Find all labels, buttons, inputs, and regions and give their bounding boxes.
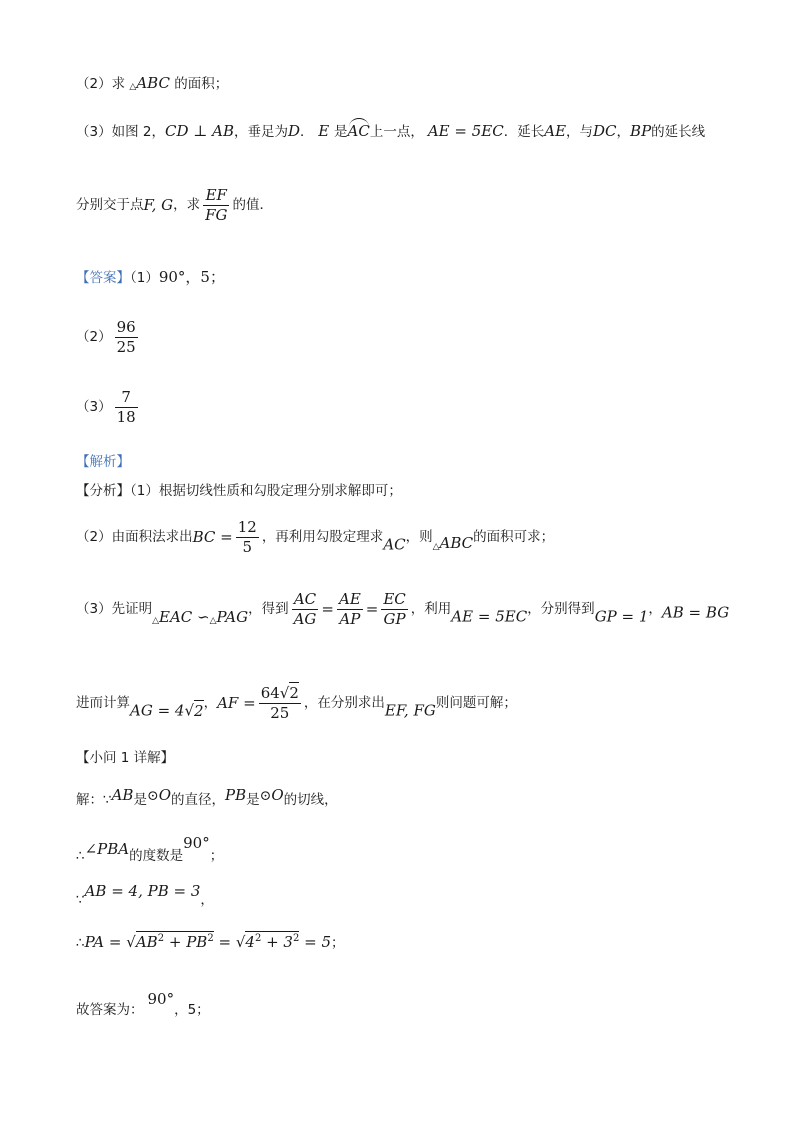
math-pb: PB [225,786,247,804]
analysis-p4 [76,686,517,721]
q3-label: （3）如图 2， [76,124,165,140]
detail-text: ∴ [76,935,85,951]
analysis-p2 [76,520,554,555]
math-frac-ae-ap: $\frac{AE}{AP}$ [338,590,361,628]
analysis-text: （2）由面积法求出 [76,528,193,545]
question-3 [76,124,705,140]
analysis-text: ，在分别求出 [303,694,385,711]
detail-text: 的切线， [283,792,338,808]
detail-text: ； [331,935,345,951]
detail-title: 【小问 1 详解】 [76,750,175,766]
analysis-p3: （3）先证明△EAC ∽△PAG，得到 $\frac{AC}{AG}$ = $\frac{AE}{AP}$ = $\frac{EC}{GP}$ ，利用AE = 5EC，分别得到GP = 1，AB = BG [76,590,730,628]
math-ef-fg: EF, FG [384,701,436,720]
q2-label: （2）求 [76,76,126,92]
math-ae: AE [544,122,567,140]
answer-2-fraction [115,320,138,355]
analysis-tag: 【解析】 [76,454,130,470]
analysis-text: 则问题可解； [435,694,517,711]
detail-text: 是 [246,792,260,808]
analysis-head: 【分析】（1）根据切线性质和勾股定理分别求解即可； [76,483,402,499]
answer-line-2 [76,320,141,355]
detail-text: 是 [133,792,147,808]
math-frac-12-5: $\frac{12}{5}$ [237,518,257,556]
math-e: E [313,122,335,140]
math-bp: BP [630,122,652,140]
math-frac-ef-fg: $\frac{EF}{FG}$ [205,186,228,224]
answer-3-fraction [115,390,138,425]
q3-text: ，求 [173,196,201,213]
math-angle-pba: ∠PBA [84,840,130,858]
detail-step-4 [76,934,345,951]
q3-text: 的值． [232,196,273,213]
detail-text: ， [200,892,214,908]
analysis-text: ，分别得到 [527,600,595,617]
math-ae-eq-5ec: AE = 5EC [451,607,528,626]
detail-step-5 [76,992,210,1018]
answer-line-1 [76,270,225,286]
q3-text: 上一点， [369,124,424,140]
frac-numerator: 96 [116,318,136,336]
detail-text: ∵ [76,892,85,908]
analysis-text: （3）先证明 [76,600,153,617]
detail-text: 的度数是 [129,848,184,864]
frac-denominator: 25 [116,338,136,356]
q3-text: 分别交于点 [76,196,144,213]
answer-line-3 [76,390,141,425]
math-frac-ec-gp: $\frac{EC}{GP}$ [383,590,406,628]
answer-1-label: （1） [130,270,159,286]
detail-step-1 [76,788,338,808]
answer-2-label: （2） [76,328,112,345]
math-ac: AC [383,535,406,554]
math-frac-ac-ag: $\frac{AC}{AG}$ [293,590,317,628]
analysis-text: ，利用 [410,600,452,617]
math-ab: AB [111,786,134,804]
math-ab-4-pb-3: AB = 4, PB = 3 [84,882,201,900]
question-2 [76,76,228,92]
detail-step-3 [76,884,214,908]
analysis-text: 进而计算 [76,694,130,711]
detail-text: 的直径， [171,792,225,808]
answer-1-value: 90°，5； [158,268,225,286]
analysis-text: ，再利用勾股定理求 [261,528,384,545]
q2-tail: 的面积； [174,76,229,92]
math-bc: BC = [192,528,233,546]
frac-numerator: 7 [115,390,138,408]
detail-text: ，5； [174,1002,210,1018]
math-frac-af-value: $\frac{64√2}{25}$ [260,684,299,722]
analysis-text: ， [203,694,218,711]
math-cd-perp-ab: CD ⊥ AB [164,122,234,140]
detail-text: 故答案为： [76,1002,144,1018]
math-arc-ac: AC [347,122,370,140]
math-af: AF = [217,694,256,712]
math-dc: DC [593,122,617,140]
q3-text: 是 [334,124,348,140]
math-similar-triangles: △EAC ∽△PAG [152,607,249,626]
answer-tag: 【答案】 [76,270,130,286]
analysis-text: ， [648,600,662,617]
math-triangle-abc: △ABC [129,74,170,92]
math-f-g: F, G [143,196,174,214]
math-triangle-abc: △ABC [432,533,474,552]
q3-text: ． [300,124,314,140]
frac-denominator: 18 [116,408,136,426]
q3-text: ，与 [566,124,594,140]
math-ag-value: AG = 4√2 [130,701,204,720]
math-ab-eq-bg: AB = BG [661,603,730,622]
math-d: D [288,122,301,140]
analysis-text: ，得到 [248,600,289,617]
math-ae-eq-5ec: AE = 5EC [427,122,504,140]
math-gp-eq-1: GP = 1 [594,607,649,626]
analysis-text: 的面积可求； [473,528,555,545]
q3-text: ， [616,124,631,140]
answer-3-label: （3） [76,398,112,415]
detail-step-2 [76,836,223,864]
detail-text: 解：∵ [76,792,112,808]
math-circle-o: ⊙O [259,786,284,804]
detail-text: ∴ [76,848,85,864]
math-pa-computation: PA = $√AB^2 + PB^2 = √4^2 + 3^2 = 5$ [84,933,332,951]
analysis-text: ，则 [405,528,433,545]
q3-text: 的延长线 [651,124,706,140]
question-3-line2 [76,188,273,223]
math-circle-o: ⊙O [146,786,171,804]
q3-text: ．延长 [503,124,545,140]
math-90-degrees: 90° [183,834,210,852]
detail-text: ； [209,848,224,864]
math-90-degrees: 90° [147,990,175,1008]
q3-text: ，垂足为 [234,124,288,140]
